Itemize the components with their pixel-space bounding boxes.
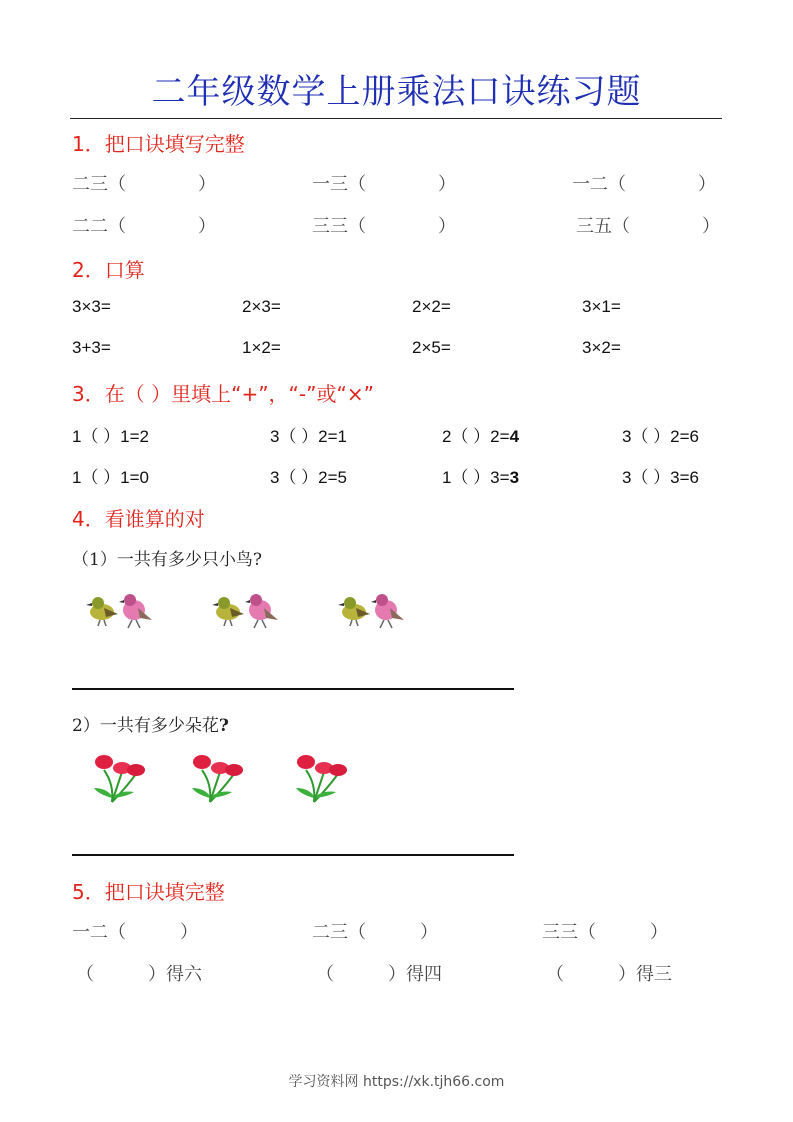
operator-item: 3（ ）2=6 — [622, 427, 700, 446]
mental-math-item: 3×1= — [582, 297, 621, 316]
section1-item: 一二（ ） — [572, 174, 716, 195]
section5-item: 三三（ ） — [542, 922, 668, 943]
bird-pair-2 — [214, 590, 284, 630]
section5-item: 二三（ ） — [312, 922, 438, 943]
section1-item: 三三（ ） — [312, 216, 456, 237]
section5-heading: 5．把口诀填完整 — [72, 880, 225, 904]
section3-heading: 3．在（ ）里填上“+”，“-”或“×” — [72, 382, 374, 406]
bird-pair-1 — [88, 590, 158, 630]
flower-icon — [95, 755, 113, 769]
section1-item: 二三（ ） — [72, 174, 216, 195]
bird-pair-3 — [340, 590, 410, 630]
operator-item: 1（ ）3=3 — [442, 468, 520, 487]
operator-item: 3（ ）2=1 — [270, 427, 348, 446]
operator-item: 2（ ）2=4 — [442, 427, 520, 446]
bird-icon — [338, 597, 370, 626]
flower-bunch-2 — [188, 748, 244, 804]
title-divider — [70, 118, 722, 119]
section1-item: 一三（ ） — [312, 174, 456, 195]
bird-icon — [86, 597, 118, 626]
mental-math-item: 3+3= — [72, 338, 111, 357]
answer-line[interactable] — [72, 854, 514, 856]
section1-heading: 1．把口诀填写完整 — [72, 132, 245, 156]
flower-bunch-3 — [292, 748, 348, 804]
mental-math-item: 1×2= — [242, 338, 281, 357]
section1-item: 三五（ ） — [576, 216, 720, 237]
section5-item: 一二（ ） — [72, 922, 198, 943]
mental-math-item: 3×3= — [72, 297, 111, 316]
question-birds: （1）一共有多少只小鸟? — [72, 550, 262, 570]
mental-math-item: 3×2= — [582, 338, 621, 357]
section4-heading: 4．看谁算的对 — [72, 507, 205, 531]
operator-item: 1（ ）1=0 — [72, 468, 150, 487]
answer-line[interactable] — [72, 688, 514, 690]
flower-icon — [225, 764, 243, 776]
section5-item: （ ）得六 — [76, 964, 202, 985]
flower-icon — [127, 764, 145, 776]
flower-bunch-1 — [90, 748, 146, 804]
bird-icon — [371, 594, 404, 628]
operator-item: 3（ ）2=5 — [270, 468, 348, 487]
bird-icon — [245, 594, 278, 628]
question-flowers: 2）一共有多少朵花? — [72, 716, 229, 736]
page-title: 二年级数学上册乘法口诀练习题 — [151, 72, 642, 112]
section1-item: 二二（ ） — [72, 216, 216, 237]
operator-item: 1（ ）1=2 — [72, 427, 150, 446]
section5-item: （ ）得三 — [546, 964, 672, 985]
flower-icon — [329, 764, 347, 776]
mental-math-item: 2×2= — [412, 297, 451, 316]
section2-heading: 2．口算 — [72, 258, 145, 282]
mental-math-item: 2×3= — [242, 297, 281, 316]
bird-icon — [119, 594, 152, 628]
bird-icon — [212, 597, 244, 626]
operator-item: 3（ ）3=6 — [622, 468, 700, 487]
mental-math-item: 2×5= — [412, 338, 451, 357]
flower-icon — [297, 755, 315, 769]
section5-item: （ ）得四 — [316, 964, 442, 985]
footer-source: 学习资料网 https://xk.tjh66.com — [288, 1074, 505, 1090]
flower-icon — [193, 755, 211, 769]
